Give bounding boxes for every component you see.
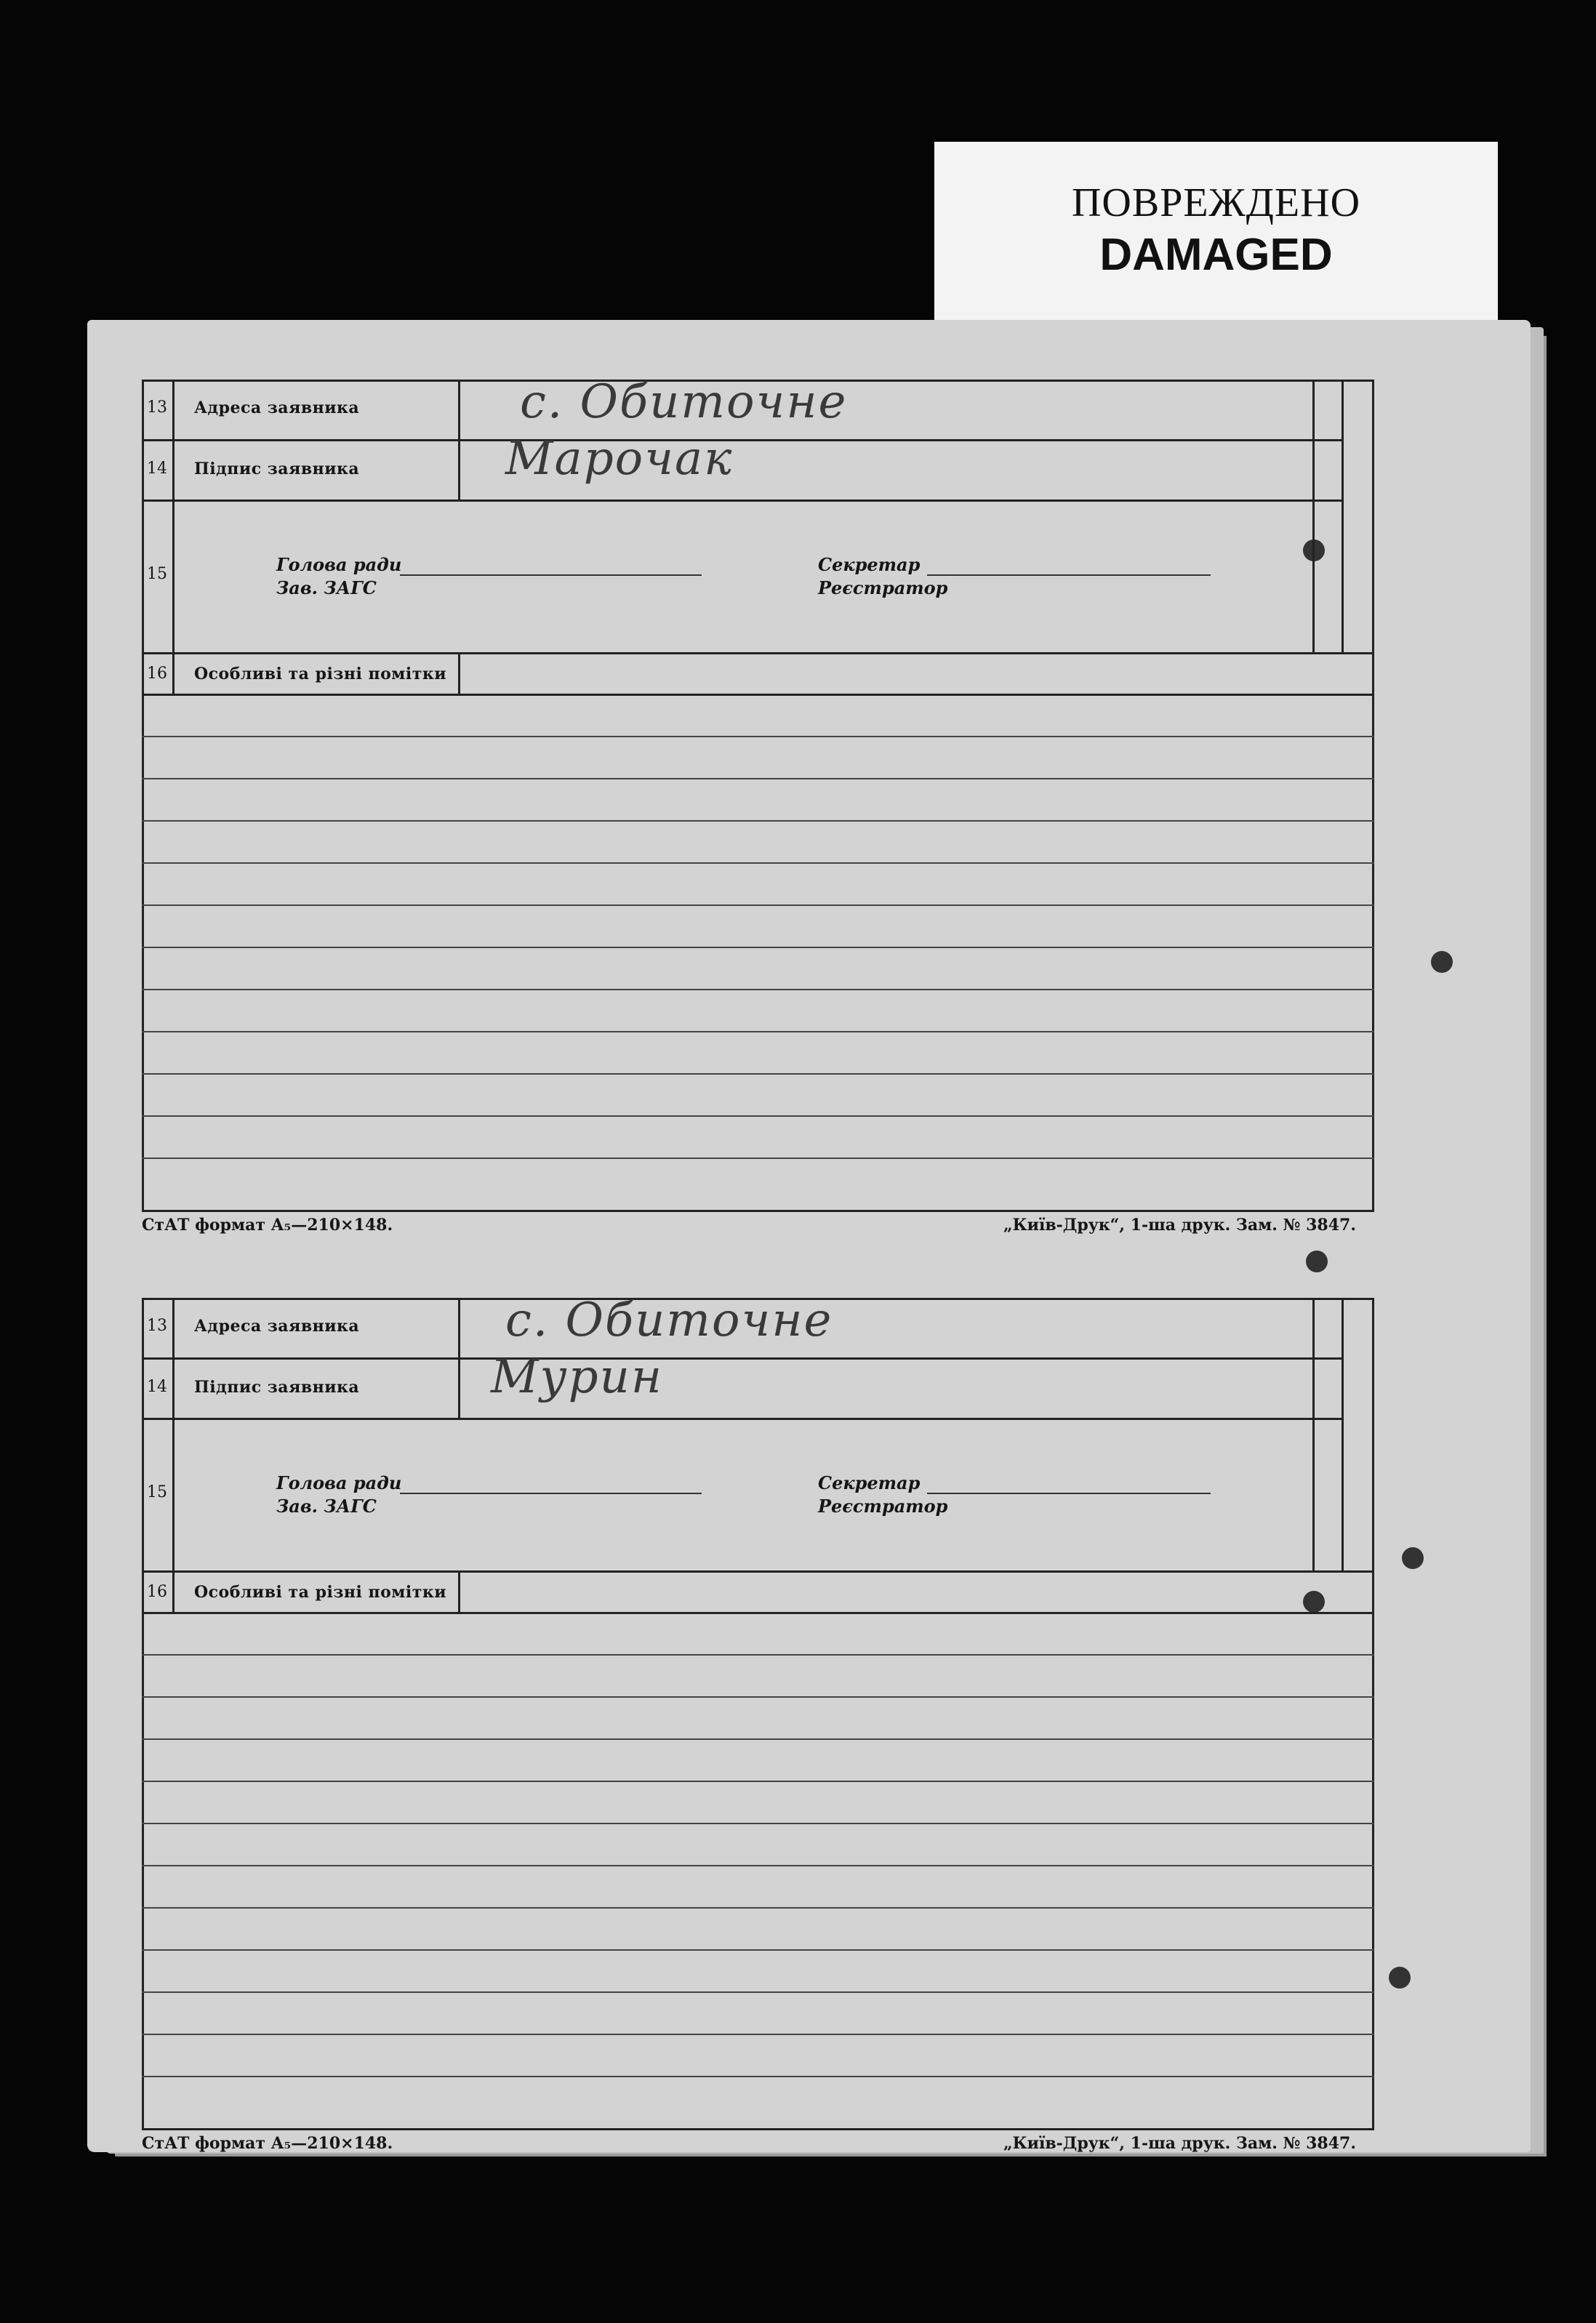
row-number: 15 xyxy=(147,565,167,583)
applicant-signature-value: Марочак xyxy=(505,432,734,486)
row-number: 14 xyxy=(147,460,167,478)
form-footer-left: СтАТ формат А₅—210×148. xyxy=(142,2134,393,2153)
applicant-address-value: с. Обиточне xyxy=(520,375,848,429)
punch-hole xyxy=(1306,1251,1328,1272)
applicant-address-label: Адреса заявника xyxy=(194,1317,360,1336)
row-number: 13 xyxy=(147,398,167,417)
stamp-ru-text: ПОВРЕЖДЕНО xyxy=(1071,180,1361,225)
punch-hole xyxy=(1402,1547,1424,1569)
row-number: 16 xyxy=(147,665,167,683)
registrar-label: Реєстратор xyxy=(818,1496,948,1517)
row-number: 15 xyxy=(147,1483,167,1501)
special-notes-label: Особливі та різні помітки xyxy=(194,1583,447,1602)
special-notes-label: Особливі та різні помітки xyxy=(194,665,447,683)
form-top xyxy=(142,375,1378,1235)
row-number: 13 xyxy=(147,1317,167,1335)
council-head-label: Голова ради xyxy=(276,1472,402,1493)
registry-head-label: Зав. ЗАГС xyxy=(276,1496,377,1517)
row-number: 16 xyxy=(147,1583,167,1601)
registrar-label: Реєстратор xyxy=(818,577,948,598)
form-frame xyxy=(142,380,1374,1212)
council-head-label: Голова ради xyxy=(276,554,402,575)
form-footer-right: „Київ-Друк“, 1-ша друк. Зам. № 3847. xyxy=(1003,1216,1356,1235)
damaged-stamp-card xyxy=(934,142,1498,332)
form-bottom xyxy=(142,1293,1378,2153)
applicant-address-value: с. Обиточне xyxy=(505,1293,833,1347)
punch-hole xyxy=(1389,1967,1411,1989)
applicant-address-label: Адреса заявника xyxy=(194,398,360,417)
row-number: 14 xyxy=(147,1378,167,1396)
form-frame xyxy=(142,1298,1374,2130)
punch-hole xyxy=(1431,951,1453,973)
secretary-label: Секретар xyxy=(818,1472,921,1493)
stamp-en-text: DAMAGED xyxy=(1099,230,1333,280)
applicant-signature-value: Мурин xyxy=(491,1350,663,1404)
applicant-signature-label: Підпис заявника xyxy=(194,1378,360,1397)
form-footer-left: СтАТ формат А₅—210×148. xyxy=(142,1216,393,1235)
applicant-signature-label: Підпис заявника xyxy=(194,460,360,478)
form-footer-right: „Київ-Друк“, 1-ша друк. Зам. № 3847. xyxy=(1003,2134,1356,2153)
registry-head-label: Зав. ЗАГС xyxy=(276,577,377,598)
secretary-label: Секретар xyxy=(818,554,921,575)
